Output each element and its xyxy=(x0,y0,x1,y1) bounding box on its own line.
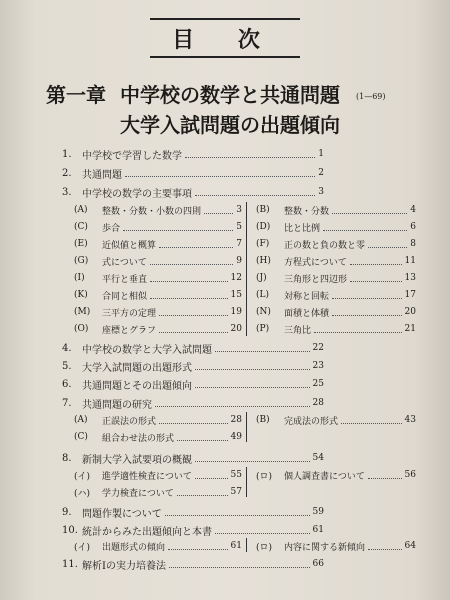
toc-entry xyxy=(62,522,324,538)
entry-label: 統計からみた出題傾向と本書 xyxy=(82,526,212,538)
dot-leader xyxy=(332,213,407,214)
entry-label: 共通問題 xyxy=(82,169,122,181)
toc-entry xyxy=(62,165,324,181)
entry-label: 方程式について xyxy=(284,257,347,268)
entry-label: 三角比 xyxy=(284,325,312,336)
entry-page: 11 xyxy=(404,256,416,266)
toc-entry xyxy=(62,556,324,572)
entry-number: (E) xyxy=(74,239,88,249)
dot-leader xyxy=(332,315,402,316)
entry-number: (A) xyxy=(74,205,88,215)
dot-leader xyxy=(323,230,407,231)
entry-label: 歩合 xyxy=(102,223,121,234)
entry-page: 13 xyxy=(404,273,416,283)
dot-leader xyxy=(150,264,233,265)
entry-number: (K) xyxy=(74,290,88,300)
entry-number: 11. xyxy=(62,558,78,570)
dot-leader xyxy=(159,315,228,316)
entry-label: 共通問題の研究 xyxy=(82,399,152,411)
entry-label: 式について xyxy=(102,257,147,268)
dot-leader xyxy=(177,495,228,496)
column-divider xyxy=(246,467,247,497)
entry-label: 出題形式の傾向 xyxy=(102,542,166,553)
toc-subentry xyxy=(74,202,242,218)
toc-subentry xyxy=(74,538,242,554)
dot-leader xyxy=(341,423,402,424)
entry-label: 整数・分数・小数の四則 xyxy=(102,206,202,217)
entry-page: 59 xyxy=(312,507,324,517)
toc-entry xyxy=(62,450,324,466)
dot-leader xyxy=(159,332,228,333)
toc-subentry xyxy=(74,429,242,445)
toc-subentry xyxy=(74,236,242,252)
entry-page: 8 xyxy=(410,239,416,249)
toc-entry xyxy=(62,504,324,520)
entry-number: (B) xyxy=(256,415,270,425)
entry-label: 正誤法の形式 xyxy=(102,416,157,427)
entry-page: 9 xyxy=(236,256,242,266)
dot-leader xyxy=(215,351,310,352)
entry-number: 6. xyxy=(62,378,72,390)
column-divider xyxy=(246,538,247,552)
entry-label: 比と比例 xyxy=(284,223,321,234)
entry-label: 進学適性検査について xyxy=(102,471,192,482)
toc-entry xyxy=(62,146,324,162)
entry-number: 8. xyxy=(62,452,72,464)
toc-subentry xyxy=(256,321,416,337)
entry-label: 新制大学入試要項の概観 xyxy=(82,454,192,466)
entry-number: 5. xyxy=(62,360,72,372)
entry-label: 近似値と概算 xyxy=(102,240,157,251)
toc-subentry xyxy=(74,321,242,337)
entry-number: (O) xyxy=(74,324,89,334)
chapter-number: 第一章 xyxy=(46,83,106,107)
entry-page: 3 xyxy=(236,205,242,215)
dot-leader xyxy=(150,298,228,299)
entry-label: 三平方の定理 xyxy=(102,308,157,319)
entry-number: (L) xyxy=(256,290,269,300)
dot-leader xyxy=(159,423,228,424)
entry-number: (イ) xyxy=(74,471,91,482)
entry-number: (ハ) xyxy=(74,488,91,499)
entry-page: 28 xyxy=(230,415,242,425)
dot-leader xyxy=(368,549,402,550)
entry-label: 座標とグラフ xyxy=(102,325,157,336)
toc-subentry xyxy=(256,236,416,252)
entry-page: 28 xyxy=(312,398,324,408)
entry-number: (H) xyxy=(256,256,271,266)
entry-page: 20 xyxy=(404,307,416,317)
entry-label: 問題作製について xyxy=(82,508,162,520)
chapter-page-range: (1—69) xyxy=(356,92,386,101)
entry-label: 解析Ⅰの実力培養法 xyxy=(82,560,166,572)
toc-subentry xyxy=(74,484,242,500)
entry-number: (B) xyxy=(256,205,270,215)
dot-leader xyxy=(177,440,228,441)
dot-leader xyxy=(123,230,233,231)
toc-entry xyxy=(62,358,324,374)
entry-number: (I) xyxy=(74,273,85,283)
entry-number: 3. xyxy=(62,186,72,198)
toc-subentry xyxy=(74,253,242,269)
toc-subentry xyxy=(256,219,416,235)
entry-label: 面積と体積 xyxy=(284,308,330,319)
entry-number: (D) xyxy=(256,222,271,232)
toc-title: 目 次 xyxy=(150,18,300,58)
entry-number: (P) xyxy=(256,324,270,334)
entry-page: 1 xyxy=(318,149,324,159)
entry-label: 合同と相似 xyxy=(102,291,148,302)
dot-leader xyxy=(368,478,402,479)
entry-number: (M) xyxy=(74,307,91,317)
toc-subentry xyxy=(256,253,416,269)
toc-subentry xyxy=(74,287,242,303)
entry-page: 43 xyxy=(404,415,416,425)
entry-number: 2. xyxy=(62,167,72,179)
entry-number: (N) xyxy=(256,307,271,317)
chapter-title-line1: 中学校の数学と共通問題 xyxy=(120,83,340,107)
dot-leader xyxy=(204,213,233,214)
entry-number: (C) xyxy=(74,222,88,232)
entry-page: 56 xyxy=(404,470,416,480)
entry-label: 個人調査書について xyxy=(284,471,365,482)
entry-page: 61 xyxy=(230,541,242,551)
dot-leader xyxy=(368,247,407,248)
entry-page: 61 xyxy=(312,525,324,535)
entry-number: (G) xyxy=(74,256,89,266)
entry-page: 66 xyxy=(312,559,324,569)
entry-page: 2 xyxy=(318,168,324,178)
entry-number: (J) xyxy=(256,273,267,283)
entry-label: 中学校の数学と大学入試問題 xyxy=(82,344,212,356)
dot-leader xyxy=(165,515,310,516)
entry-page: 5 xyxy=(236,222,242,232)
entry-number: (F) xyxy=(256,239,270,249)
dot-leader xyxy=(195,195,315,196)
dot-leader xyxy=(185,157,315,158)
entry-label: 対称と回転 xyxy=(284,291,330,302)
entry-page: 19 xyxy=(230,307,242,317)
entry-page: 23 xyxy=(312,361,324,371)
entry-number: (イ) xyxy=(74,542,91,553)
toc-subentry xyxy=(74,219,242,235)
entry-page: 15 xyxy=(230,290,242,300)
entry-page: 4 xyxy=(410,205,416,215)
dot-leader xyxy=(195,387,310,388)
entry-label: 平行と垂直 xyxy=(102,274,148,285)
entry-label: 中学校で学習した数学 xyxy=(82,150,182,162)
entry-page: 25 xyxy=(312,379,324,389)
toc-subentry xyxy=(74,412,242,428)
entry-page: 49 xyxy=(230,432,242,442)
entry-label: 正の数と負の数と零 xyxy=(284,240,366,251)
entry-number: (A) xyxy=(74,415,88,425)
toc-subentry xyxy=(256,538,416,554)
entry-label: 学力検査について xyxy=(102,488,174,499)
dot-leader xyxy=(314,332,402,333)
entry-label: 共通問題とその出題傾向 xyxy=(82,380,192,392)
toc-subentry xyxy=(74,270,242,286)
column-divider xyxy=(246,202,247,336)
entry-page: 17 xyxy=(404,290,416,300)
toc-subentry xyxy=(74,467,242,483)
dot-leader xyxy=(195,369,310,370)
entry-page: 21 xyxy=(404,324,416,334)
dot-leader xyxy=(125,176,315,177)
entry-label: 組合わせ法の形式 xyxy=(102,433,175,444)
entry-label: 三角形と四辺形 xyxy=(284,274,348,285)
toc-subentry xyxy=(256,304,416,320)
dot-leader xyxy=(350,264,402,265)
entry-page: 3 xyxy=(318,187,324,197)
column-divider xyxy=(246,412,247,442)
toc-entry xyxy=(62,395,324,411)
entry-page: 20 xyxy=(230,324,242,334)
entry-number: (ロ) xyxy=(256,471,273,482)
dot-leader xyxy=(150,281,228,282)
entry-label: 整数・分数 xyxy=(284,206,330,217)
entry-page: 12 xyxy=(230,273,242,283)
entry-number: 7. xyxy=(62,397,72,409)
toc-subentry xyxy=(256,202,416,218)
entry-number: (C) xyxy=(74,432,88,442)
entry-page: 64 xyxy=(404,541,416,551)
toc-subentry xyxy=(256,412,416,428)
toc-subentry xyxy=(256,467,416,483)
entry-page: 7 xyxy=(236,239,242,249)
dot-leader xyxy=(332,298,402,299)
toc-entry xyxy=(62,376,324,392)
toc-entry xyxy=(62,184,324,200)
entry-page: 22 xyxy=(312,343,324,353)
entry-page: 6 xyxy=(410,222,416,232)
dot-leader xyxy=(195,478,228,479)
toc-entry xyxy=(62,340,324,356)
entry-number: 9. xyxy=(62,506,72,518)
dot-leader xyxy=(195,461,310,462)
toc-subentry xyxy=(74,304,242,320)
entry-number: 1. xyxy=(62,148,72,160)
entry-page: 55 xyxy=(230,470,242,480)
toc-subentry xyxy=(256,270,416,286)
entry-number: 4. xyxy=(62,342,72,354)
dot-leader xyxy=(350,281,402,282)
toc-subentry xyxy=(256,287,416,303)
entry-page: 54 xyxy=(312,453,324,463)
entry-label: 大学入試問題の出題形式 xyxy=(82,362,192,374)
entry-label: 中学校の数学の主要事項 xyxy=(82,188,192,200)
entry-number: (ロ) xyxy=(256,542,273,553)
dot-leader xyxy=(159,247,233,248)
dot-leader xyxy=(169,567,310,568)
entry-number: 10. xyxy=(62,524,78,536)
dot-leader xyxy=(155,406,310,407)
entry-label: 内容に関する新傾向 xyxy=(284,542,366,553)
dot-leader xyxy=(168,549,228,550)
entry-label: 完成法の形式 xyxy=(284,416,339,427)
chapter-title-line2: 大学入試問題の出題傾向 xyxy=(120,113,340,137)
entry-page: 57 xyxy=(230,487,242,497)
dot-leader xyxy=(215,533,310,534)
